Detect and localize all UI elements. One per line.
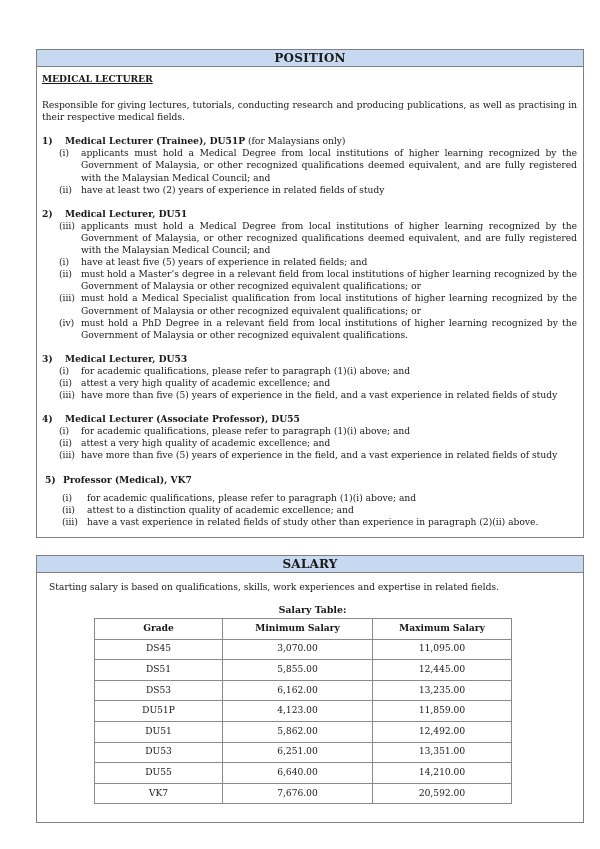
grade-cell: DS51 — [95, 660, 223, 681]
requirement-item — [59, 366, 577, 378]
salary-header: SALARY — [37, 556, 583, 573]
item-numeral: (ii) — [59, 439, 72, 450]
max-salary-cell: 11,859.00 — [373, 701, 512, 722]
item-numeral: (iii) — [62, 517, 78, 528]
section-heading — [42, 209, 577, 221]
max-salary-cell: 14,210.00 — [373, 763, 512, 784]
position-content — [37, 74, 583, 529]
grade-cell: VK7 — [95, 783, 223, 804]
section-heading — [42, 414, 577, 426]
min-salary-cell: 5,862.00 — [223, 721, 373, 742]
min-salary-cell: 4,123.00 — [223, 701, 373, 722]
requirement-item — [59, 426, 577, 438]
grade-cell: DS53 — [95, 680, 223, 701]
max-salary-cell: 13,235.00 — [373, 680, 512, 701]
section-heading — [42, 136, 577, 148]
min-salary-cell: 6,640.00 — [223, 763, 373, 784]
salary-section — [36, 555, 584, 823]
item-text: for academic qualifications, please refer to paragraph (1)(i) above; and — [87, 493, 417, 504]
item-numeral: (iii) — [59, 294, 75, 305]
item-numeral: (iii) — [59, 221, 75, 232]
item-text: have a vast experience in related fields of study other than experience in paragraph (2)(ii) above. — [87, 517, 539, 528]
section-heading — [42, 354, 577, 366]
table-row — [95, 763, 512, 784]
section-number: 3) — [42, 353, 53, 365]
column-header-maximum: Maximum Salary — [373, 619, 512, 640]
item-numeral: (ii) — [59, 185, 72, 196]
item-text: have at least two (2) years of experience in related fields of study — [81, 185, 385, 196]
min-salary-cell: 6,162.00 — [223, 680, 373, 701]
salary-description: Starting salary is based on qualifications, skills, work experiences and expertise in related fields. — [49, 583, 499, 593]
section-title: Professor (Medical), VK7 — [63, 474, 192, 486]
max-salary-cell: 13,351.00 — [373, 742, 512, 763]
requirement-item — [59, 450, 577, 462]
grade-section-1 — [42, 136, 577, 196]
position-header: POSITION — [37, 50, 583, 67]
table-row — [95, 701, 512, 722]
requirement-item — [59, 378, 577, 390]
item-text: applicants must hold a Medical Degree from local institutions of higher learning recognized by the Government of Malaysia, or other recognized qualifications deemed equivalent, and are fully registered with the Malaysian Medical Council; and — [81, 149, 577, 184]
min-salary-cell: 7,676.00 — [223, 783, 373, 804]
column-header-grade: Grade — [95, 619, 223, 640]
item-text: have more than five (5) years of experience in the field, and a vast experience in related fields of study — [81, 391, 558, 402]
max-salary-cell: 12,492.00 — [373, 721, 512, 742]
requirement-item — [59, 257, 577, 269]
item-text: must hold a Medical Specialist qualification from local institutions of higher learning recognized by the Government of Malaysia or other recognized equivalent qualifications; or — [81, 294, 577, 317]
item-text: for academic qualifications, please refer to paragraph (1)(i) above; and — [81, 427, 411, 438]
item-numeral: (ii) — [59, 378, 72, 389]
min-salary-cell: 3,070.00 — [223, 639, 373, 660]
item-numeral: (ii) — [59, 270, 72, 281]
section-title: Medical Lecturer, DU53 — [65, 353, 188, 365]
position-section — [36, 49, 584, 538]
min-salary-cell: 5,855.00 — [223, 660, 373, 681]
table-row — [95, 742, 512, 763]
section-number: 2) — [42, 208, 53, 220]
requirement-item — [59, 318, 577, 342]
item-text: have at least five (5) years of experience in related fields; and — [81, 258, 368, 269]
grade-cell: DU55 — [95, 763, 223, 784]
item-numeral: (i) — [59, 366, 70, 377]
grade-section-5 — [42, 475, 577, 529]
salary-table-caption: Salary Table: — [278, 605, 347, 616]
item-numeral: (ii) — [62, 505, 75, 516]
max-salary-cell: 12,445.00 — [373, 660, 512, 681]
column-header-minimum: Minimum Salary — [223, 619, 373, 640]
grade-section-2 — [42, 209, 577, 342]
item-numeral: (iii) — [59, 391, 75, 402]
table-row — [95, 639, 512, 660]
section-number: 5) — [45, 474, 56, 486]
table-row — [95, 680, 512, 701]
max-salary-cell: 20,592.00 — [373, 783, 512, 804]
item-numeral: (iv) — [59, 318, 75, 329]
job-description: Responsible for giving lectures, tutorials, conducting research and producing publications, as well as practising in their respective medical fields. — [42, 101, 577, 124]
section-heading — [42, 475, 577, 487]
grade-cell: DU51 — [95, 721, 223, 742]
requirement-item — [59, 148, 577, 184]
item-text: attest to a distinction quality of academic excellence; and — [87, 505, 354, 516]
item-text: have more than five (5) years of experience in the field, and a vast experience in related fields of study — [81, 451, 558, 462]
grade-section-4 — [42, 414, 577, 462]
item-text: applicants must hold a Medical Degree from local institutions of higher learning recognized by the Government of Malaysia, or other recognized qualifications deemed equivalent, and are fully registered with the Malaysian Medical Council; and — [81, 221, 577, 257]
item-text: attest a very high quality of academic excellence; and — [81, 439, 331, 450]
item-numeral: (iii) — [59, 451, 75, 462]
requirement-item — [59, 221, 577, 257]
item-numeral: (i) — [59, 258, 70, 269]
requirement-item — [59, 185, 577, 197]
item-text: must hold a Master’s degree in a relevant field from local institutions of higher learning recognized by the Government of Malaysia or other recognized equivalent qualifications; or — [81, 270, 577, 293]
item-numeral: (i) — [59, 149, 70, 160]
job-title: MEDICAL LECTURER — [42, 74, 153, 85]
section-title: Medical Lecturer (Associate Professor), DU55 — [65, 414, 300, 426]
requirement-item — [62, 493, 577, 505]
grade-cell: DS45 — [95, 639, 223, 660]
requirement-item — [59, 390, 577, 402]
section-title: Medical Lecturer (Trainee), DU51P — [65, 136, 246, 148]
salary-table — [94, 618, 512, 804]
section-note: (for Malaysians only) — [245, 137, 346, 148]
requirement-item — [62, 505, 577, 517]
requirement-item — [59, 293, 577, 317]
grade-cell: DU53 — [95, 742, 223, 763]
section-title: Medical Lecturer, DU51 — [65, 208, 188, 220]
table-header-row — [95, 619, 512, 640]
min-salary-cell: 6,251.00 — [223, 742, 373, 763]
requirement-item — [59, 438, 577, 450]
table-row — [95, 660, 512, 681]
section-number: 1) — [42, 136, 53, 148]
item-text: attest a very high quality of academic excellence; and — [81, 378, 331, 389]
item-text: must hold a PhD Degree in a relevant field from local institutions of higher learning recognized by the Government of Malaysia or other recognized equivalent qualifications. — [81, 318, 577, 341]
requirement-item — [62, 517, 577, 529]
item-text: for academic qualifications, please refer to paragraph (1)(i) above; and — [81, 366, 411, 377]
section-number: 4) — [42, 414, 53, 426]
table-row — [95, 783, 512, 804]
grade-cell: DU51P — [95, 701, 223, 722]
item-numeral: (i) — [59, 427, 70, 438]
grade-section-3 — [42, 354, 577, 402]
table-row — [95, 721, 512, 742]
item-numeral: (i) — [62, 493, 73, 504]
requirement-item — [59, 269, 577, 293]
max-salary-cell: 11,095.00 — [373, 639, 512, 660]
